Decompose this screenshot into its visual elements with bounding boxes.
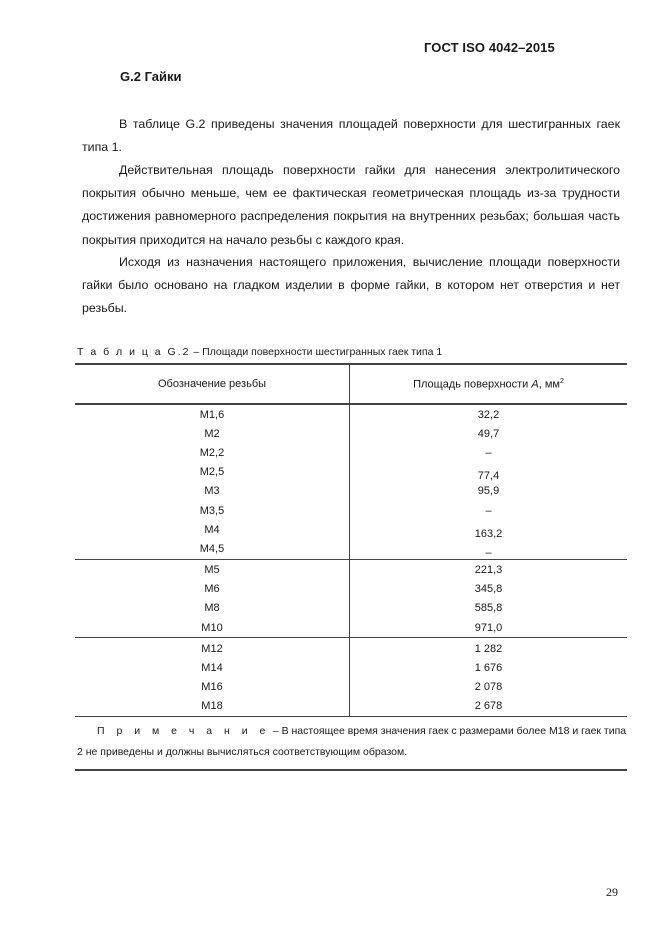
paragraph-3-text: Исходя из назначения настоящего приложения, вычисление площади поверхности гайки было основано на гладком изделии в форме гайки, в котором нет отверстия и нет резьбы.: [82, 255, 620, 316]
page-number: 29: [606, 885, 618, 899]
thread-cell: M2,5: [75, 463, 350, 482]
table-header-row: [75, 364, 627, 404]
document-header: ГОСТ ISO 4042–2015: [424, 40, 555, 55]
area-cell: –: [485, 504, 492, 517]
table-caption-text: – Площади поверхности шестигранных гаек типа 1: [190, 346, 443, 358]
table-row: [75, 599, 627, 618]
table-row: [75, 463, 627, 482]
thread-cell: M3,5: [75, 501, 350, 520]
thread-cell: M2: [75, 424, 350, 443]
area-header-unit: , мм: [538, 378, 560, 391]
area-cell: 2 078: [474, 681, 503, 694]
paragraph-1-text: В таблице G.2 приведены значения площадей поверхности для шестигранных гаек типа 1.: [82, 117, 620, 155]
table-caption: [77, 346, 442, 358]
paragraph-2: [82, 159, 620, 252]
area-cell: 585,8: [474, 602, 503, 615]
thread-cell: M4,5: [75, 539, 350, 559]
table-row: [75, 404, 627, 424]
area-cell: 1 282: [474, 642, 503, 655]
thread-cell: M8: [75, 599, 350, 618]
table-row: [75, 618, 627, 638]
table-row: [75, 580, 627, 599]
area-cell: [350, 463, 628, 482]
paragraph-1: [82, 113, 620, 159]
area-value: –: [485, 546, 492, 559]
table-caption-label: Т а б л и ц а G.2: [77, 346, 191, 358]
thread-cell: M10: [75, 618, 350, 638]
thread-cell: M16: [75, 678, 350, 697]
paragraph-2-text: Действительная площадь поверхности гайки для нанесения электролитического покрытия обычно меньше, чем ее фактическая геометрическая площадь из-за трудности достижения равномерного распределения покрытия на внутренних резьбах; большая часть покрытия приходится на начало резьбы с каждого края.: [82, 163, 620, 247]
area-cell: –: [485, 446, 492, 459]
area-value: 77,4: [477, 470, 500, 483]
thread-cell: M2,2: [75, 443, 350, 462]
area-cell: 221,3: [474, 564, 503, 577]
thread-cell: M1,6: [75, 404, 350, 424]
table-note-row: [75, 717, 627, 771]
table-row: [75, 697, 627, 717]
area-header-prefix: Площадь поверхности: [413, 378, 532, 391]
table-row: [75, 658, 627, 677]
table-row: [75, 678, 627, 697]
area-cell: 32,2: [477, 408, 500, 421]
thread-cell: M4: [75, 520, 350, 539]
area-cell: 49,7: [477, 427, 500, 440]
column-header-thread: Обозначение резьбы: [75, 364, 350, 404]
table-row: [75, 501, 627, 520]
thread-cell: M12: [75, 638, 350, 659]
thread-cell: M5: [75, 559, 350, 580]
area-cell: 345,8: [474, 583, 503, 596]
surface-area-table: [75, 363, 627, 771]
table-row: [75, 559, 627, 580]
table-row: [75, 482, 627, 501]
table-row: [75, 443, 627, 462]
section-title: G.2 Гайки: [120, 69, 182, 84]
table-row: [75, 424, 627, 443]
area-cell: 971,0: [350, 618, 628, 638]
table-note: [75, 717, 627, 771]
area-symbol: A: [531, 378, 539, 391]
area-cell: 95,9: [477, 485, 500, 498]
note-text: – В настоящее время значения гаек с размерами более М18 и гаек типа 2 не приведены и должны вычисляться соответствующим образом.: [77, 725, 627, 758]
area-unit-superscript: 2: [559, 377, 564, 385]
area-cell: 1 676: [474, 662, 503, 675]
paragraph-3: [82, 251, 620, 321]
table-row: [75, 520, 627, 539]
thread-cell: M18: [75, 697, 350, 717]
thread-cell: M3: [75, 482, 350, 501]
area-cell: [350, 520, 628, 539]
table-row: [75, 638, 627, 659]
area-cell: 2 678: [474, 700, 503, 713]
table-row: [75, 539, 627, 559]
note-label: П р и м е ч а н и е: [97, 725, 270, 737]
area-cell: [350, 539, 628, 559]
thread-cell: M6: [75, 580, 350, 599]
column-header-area: [350, 364, 628, 404]
thread-cell: M14: [75, 658, 350, 677]
area-value: 163,2: [474, 527, 503, 540]
